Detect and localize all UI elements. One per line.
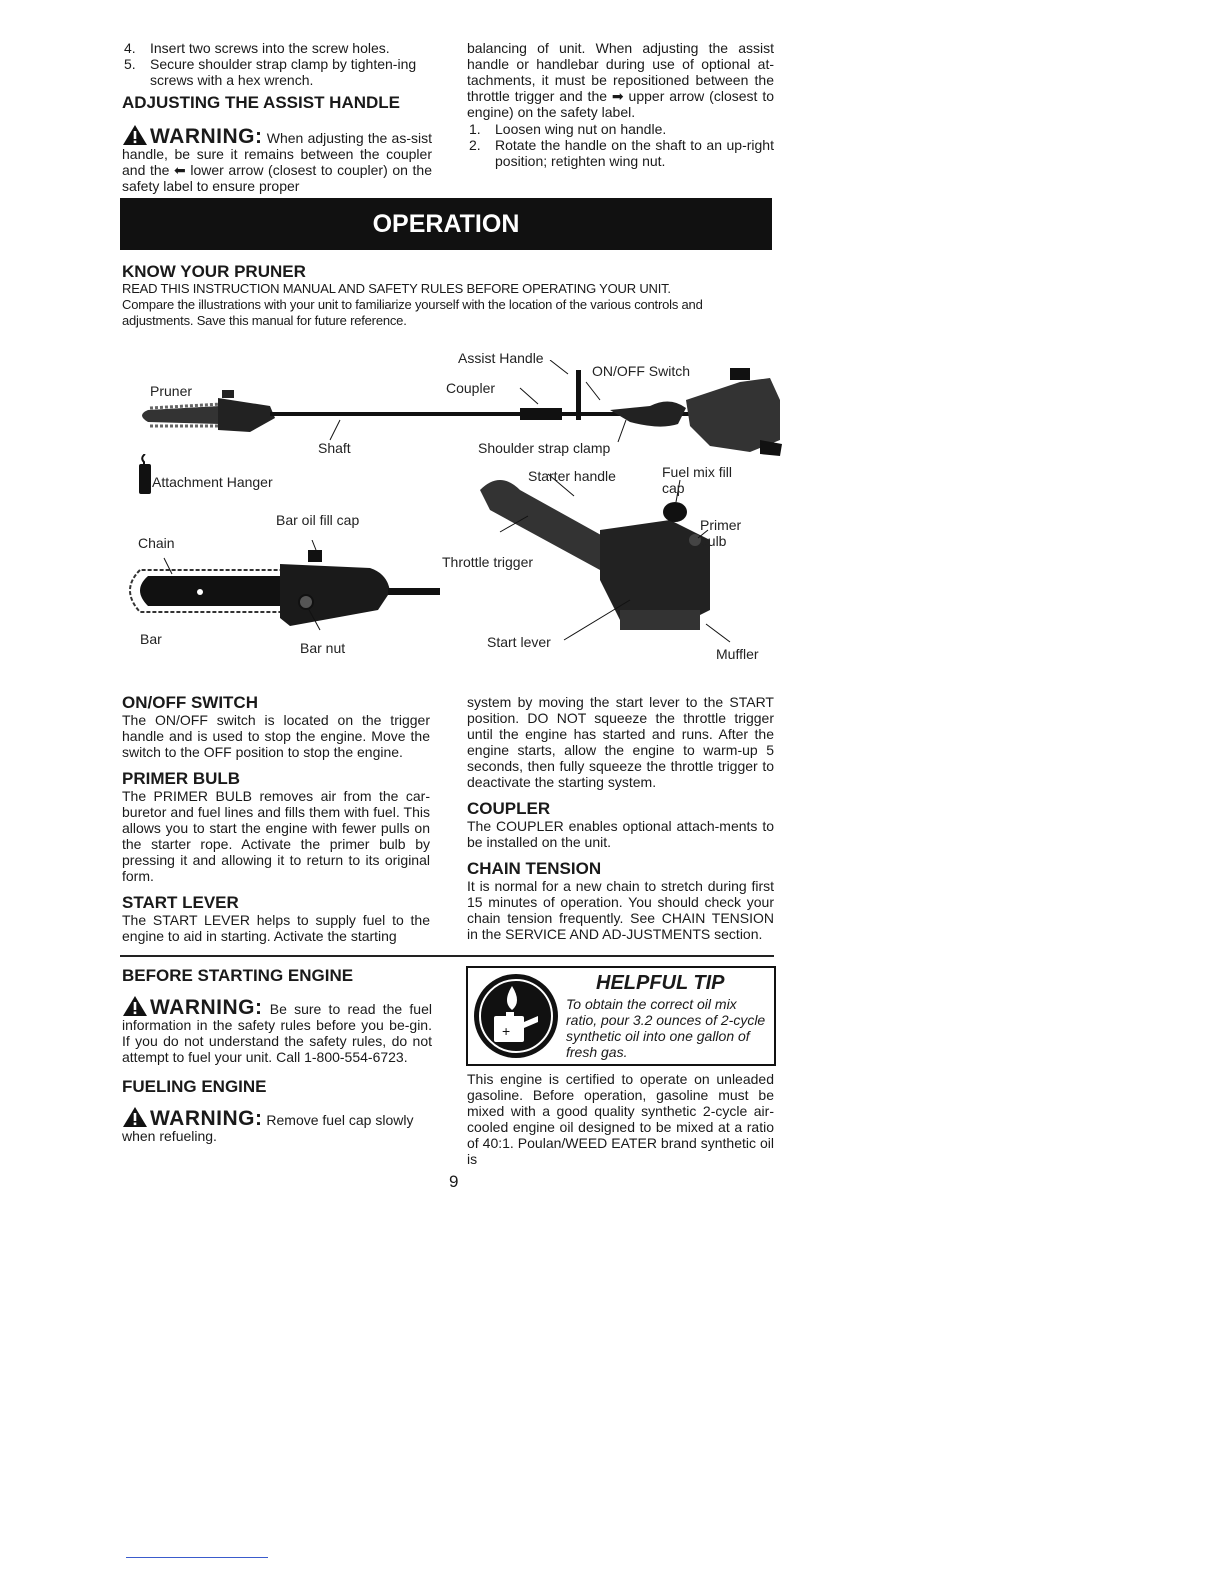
- assist-handle-steps: [467, 121, 774, 169]
- installation-steps-list: [122, 40, 432, 88]
- on-off-switch-heading: ON/OFF SWITCH: [122, 693, 258, 712]
- coupler-body: The COUPLER enables optional attach-ments to be installed on the unit.: [467, 818, 774, 850]
- section-divider: [120, 955, 774, 957]
- know-your-pruner-heading: KNOW YOUR PRUNER: [122, 262, 306, 281]
- assist-handle-continued: balancing of unit. When adjusting the assist handle or handlebar during use of optional at-tachments, it must be repositioned between the throttle trigger and the ➡ upper arrow (closest to engine) on the safety label.: [467, 40, 774, 120]
- assist-handle-heading: ADJUSTING THE ASSIST HANDLE: [122, 93, 401, 112]
- list-item: 5. Secure shoulder strap clamp by tighten-ing screws with a hex wrench.: [124, 56, 417, 88]
- footnote-rule: [126, 1557, 268, 1558]
- section-title: OPERATION: [372, 210, 520, 238]
- label-shaft: Shaft: [318, 440, 351, 456]
- label-shoulder-strap-clamp: Shoulder strap clamp: [478, 440, 611, 456]
- coupler-heading: COUPLER: [467, 799, 551, 818]
- label-on-off-switch: ON/OFF Switch: [592, 363, 691, 379]
- top-left-list-block: [122, 40, 432, 194]
- warning-word: WARNING:: [150, 996, 263, 1019]
- operation-banner: [120, 198, 772, 250]
- warning-triangle-icon: [122, 1106, 148, 1128]
- label-bar-oil-fill-cap: Bar oil fill cap: [276, 512, 360, 528]
- primer-bulb-body: The PRIMER BULB removes air from the car-buretor and fuel lines and fills them with fuel. This allows you to start the engine with fewer pulls on the starter rope. Activate the primer bulb by pressing it and allowing it to return to its original form.: [122, 788, 430, 884]
- warning-word: WARNING:: [150, 1107, 263, 1130]
- warning-text: Remove fuel cap slowly when refueling.: [122, 1112, 414, 1144]
- start-lever-body: The START LEVER helps to supply fuel to the engine to aid in starting. Activate the starting: [122, 912, 430, 944]
- assist-handle-graphic: [576, 370, 581, 420]
- warning-text: Be sure to read the fuel information in the safety rules before you be-gin. If you do not understand the safety rules, do not attempt to fuel your unit. Call 1-800-554-6723.: [122, 1001, 432, 1065]
- label-pruner: Pruner: [150, 383, 193, 399]
- controls-left-column: [122, 693, 430, 944]
- warning-triangle-icon: [122, 995, 148, 1017]
- on-off-switch-body: The ON/OFF switch is located on the trigger handle and is used to stop the engine. Move the switch to the OFF position to stop the engine.: [122, 712, 430, 760]
- coupler-graphic: [520, 408, 562, 420]
- controls-right-column: [467, 694, 774, 942]
- fuel-info-body: This engine is certified to operate on unleaded gasoline. Before operation, gasoline must be mixed with a good quality synthetic 2-cycle air-cooled engine oil designed to be mixed at a ratio of 40:1. Poulan/WEED EATER brand synthetic oil is: [467, 1071, 774, 1167]
- helpful-tip-title: HELPFUL TIP: [596, 972, 725, 994]
- chain-tension-body: It is normal for a new chain to stretch during first 15 minutes of operation. You should check your chain tension frequently. See CHAIN TENSION in the SERVICE AND AD-JUSTMENTS section.: [467, 878, 774, 942]
- fueling-engine-heading: FUELING ENGINE: [122, 1077, 267, 1096]
- oil-can-icon: [472, 972, 560, 1060]
- label-attachment-hanger: Attachment Hanger: [152, 474, 273, 490]
- label-starter-handle: Starter handle: [528, 468, 616, 484]
- top-right-block: [467, 40, 774, 169]
- label-primer-bulb: Primer bulb: [700, 517, 742, 549]
- list-item: 4. Insert two screws into the screw holes.: [124, 40, 390, 56]
- warning-text: When adjusting the as-sist handle, be sure it remains between the coupler and the ⬅ lower arrow (closest to coupler) on the safety label to ensure proper: [122, 130, 432, 194]
- label-bar: Bar: [140, 631, 162, 647]
- label-muffler: Muffler: [716, 646, 759, 662]
- start-lever-heading: START LEVER: [122, 893, 239, 912]
- fueling-engine-warning: [122, 1106, 432, 1144]
- attachment-hanger-icon: [138, 454, 152, 496]
- helpful-tip-content: [566, 972, 768, 1060]
- primer-bulb-heading: PRIMER BULB: [122, 769, 241, 788]
- list-item: 2. Rotate the handle on the shaft to an up-right position; retighten wing nut.: [469, 137, 774, 169]
- trigger-handle-graphic: [610, 401, 686, 426]
- label-throttle-trigger: Throttle trigger: [442, 554, 534, 570]
- helpful-tip-body: To obtain the correct oil mix ratio, pour 3.2 ounces of 2-cycle synthetic oil into one gallon of fresh gas.: [566, 996, 766, 1060]
- helpful-tip-box: [466, 966, 776, 1066]
- know-your-pruner-block: [122, 262, 776, 329]
- assist-handle-warning: [122, 124, 432, 194]
- label-start-lever: Start lever: [487, 634, 551, 650]
- start-lever-continued: system by moving the start lever to the START position. DO NOT squeeze the throttle trigger until the engine has started and runs. After the engine starts, allow the engine to warm-up 5 seconds, then fully squeeze the throttle trigger to deactivate the starting system.: [467, 694, 774, 790]
- label-coupler: Coupler: [446, 380, 496, 396]
- pruner-head-closeup: [120, 540, 450, 640]
- label-fuel-mix-fill-cap: Fuel mix fill cap: [662, 464, 733, 496]
- label-chain: Chain: [138, 535, 175, 551]
- page-number: 9: [449, 1172, 459, 1191]
- before-starting-warning: [122, 995, 432, 1065]
- fuel-info-block: [467, 1071, 774, 1167]
- warning-word: WARNING:: [150, 125, 263, 148]
- label-assist-handle: Assist Handle: [458, 350, 544, 366]
- pruner-diagram: [0, 340, 1224, 670]
- chain-tension-heading: CHAIN TENSION: [467, 859, 602, 878]
- list-item: 1. Loosen wing nut on handle.: [469, 121, 667, 137]
- svg-text:+: +: [502, 1023, 511, 1039]
- warning-triangle-icon: [122, 124, 148, 146]
- know-your-pruner-body: Compare the illustrations with your unit to familiarize yourself with the location of the various controls and adjustments. Save this manual for future reference.: [122, 297, 703, 328]
- before-starting-block: [122, 966, 432, 1144]
- read-manual-notice: READ THIS INSTRUCTION MANUAL AND SAFETY RULES BEFORE OPERATING YOUR UNIT.: [122, 281, 671, 296]
- label-bar-nut: Bar nut: [300, 640, 346, 656]
- before-starting-heading: BEFORE STARTING ENGINE: [122, 966, 354, 985]
- engine-graphic: [686, 368, 782, 456]
